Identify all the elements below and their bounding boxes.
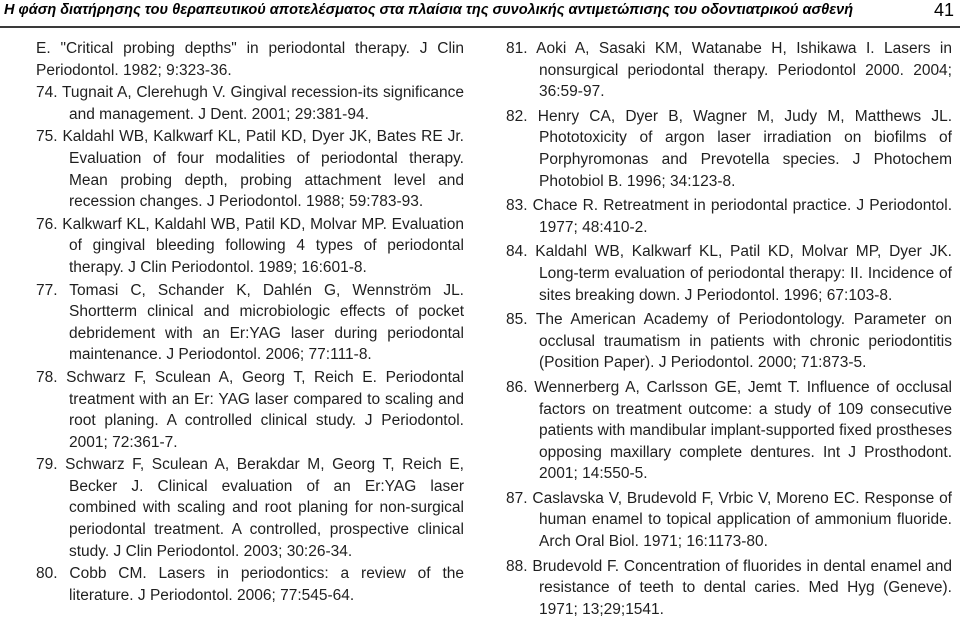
reference-item: 87. Caslavska V, Brudevold F, Vrbic V, Moreno EC. Response of human enamel to topical application of ammonium fluoride. Arch Oral Biol. 1971; 16:1173-80. (506, 489, 952, 551)
running-title: Η φάση διατήρησης του θεραπευτικού αποτελέσματος στα πλαίσια της συνολικής αντιμετώπισης του οδοντιατρικού ασθενή (4, 2, 854, 18)
reference-item: 79. Schwarz F, Sculean A, Berakdar M, Georg T, Reich E, Becker J. Clinical evaluation of an Er:YAG laser combined with scaling and root planing for non-surgical periodontal treatment. A controlled, prospective clinical study. J Clin Periodontol. 2003; 30:26-34. (36, 456, 464, 560)
reference-item: E. "Critical probing depths" in periodontal therapy. J Clin Periodontol. 1982; 9:323-36. (36, 40, 464, 79)
reference-item: 74. Tugnait A, Clerehugh V. Gingival recession-its significance and management. J Dent. 2001; 29:381-94. (36, 84, 464, 123)
page-number: 41 (933, 0, 954, 20)
reference-item: 82. Henry CA, Dyer B, Wagner M, Judy M, Matthews JL. Phototoxicity of argon laser irradiation on biofilms of Porphyromonas and Prevotella species. J Photochem Photobiol B. 1996; 34:123-8. (506, 107, 952, 190)
reference-item: 88. Brudevold F. Concentration of fluorides in dental enamel and resistance of teeth to dental caries. Med Hyg (Geneve). 1971; 13;29;1541. (506, 557, 952, 618)
reference-item: 86. Wennerberg A, Carlsson GE, Jemt T. Influence of occlusal factors on treatment outcome: a study of 109 consecutive patients with mandibular implant-supported fixed prostheses opposing maxillary complete dentures. Int J Prosthodont. 2001; 14:550-5. (506, 378, 952, 483)
reference-item: 76. Kalkwarf KL, Kaldahl WB, Patil KD, Molvar MP. Evaluation of gingival bleeding following 4 types of periodontal therapy. J Clin Periodontol. 1989; 16:601-8. (36, 215, 464, 276)
references-left-column (36, 38, 464, 606)
reference-item: 80. Cobb CM. Lasers in periodontics: a review of the literature. J Periodontol. 2006; 77:545-64. (36, 565, 464, 604)
reference-item: 84. Kaldahl WB, Kalkwarf KL, Patil KD, Molvar MP, Dyer JK. Long-term evaluation of periodontal therapy: II. Incidence of sites breaking down. J Periodontol. 1996; 67:103-8. (506, 243, 952, 304)
references-right-column (506, 38, 952, 620)
running-header (0, 0, 960, 28)
reference-item: 78. Schwarz F, Sculean A, Georg T, Reich E. Periodontal treatment with an Er: YAG laser compared to scaling and root planing. A controlled clinical study. J Periodontol. 2001; 72:361-7. (36, 368, 464, 451)
reference-item: 75. Kaldahl WB, Kalkwarf KL, Patil KD, Dyer JK, Bates RE Jr. Evaluation of four modalities of periodontal therapy. Mean probing depth, probing attachment level and recession changes. J Periodontol. 1988; 59:783-93. (36, 128, 464, 211)
reference-item: 83. Chace R. Retreatment in periodontal practice. J Periodontol. 1977; 48:410-2. (506, 197, 952, 236)
reference-item: 81. Aoki A, Sasaki KM, Watanabe H, Ishikawa I. Lasers in nonsurgical periodontal therapy. Periodontol 2000. 2004; 36:59-97. (506, 40, 952, 101)
reference-item: 85. The American Academy of Periodontology. Parameter on occlusal traumatism in patients with chronic periodontitis (Position Paper). J Periodontol. 2000; 71:873-5. (506, 311, 952, 372)
reference-item: 77. Tomasi C, Schander K, Dahlén G, Wennström JL. Shortterm clinical and microbiologic effects of pocket debridement with an Er:YAG laser during periodontal maintenance. J Periodontol. 2006; 77:111-8. (36, 281, 464, 364)
